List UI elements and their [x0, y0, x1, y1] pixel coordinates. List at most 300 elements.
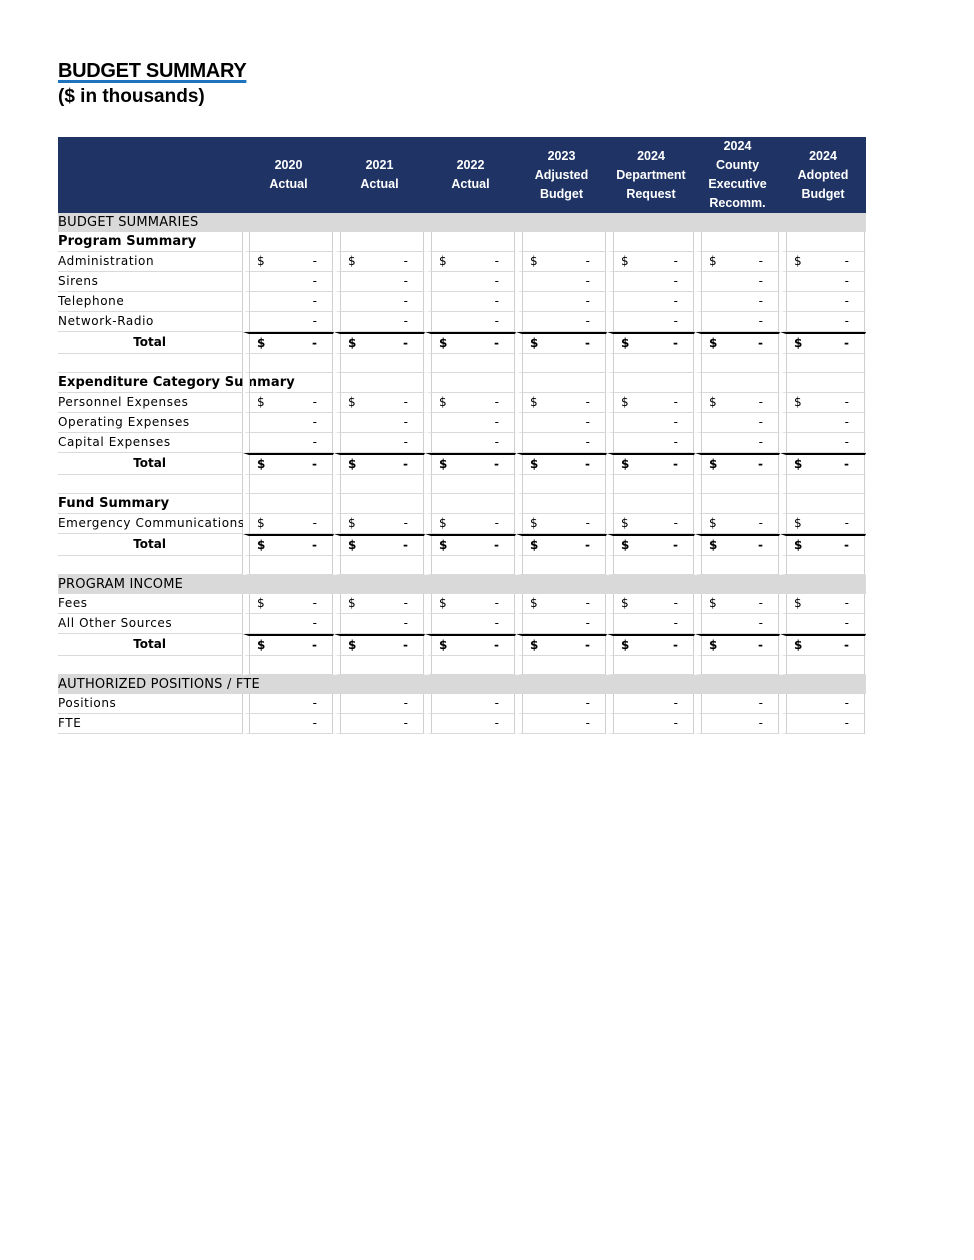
value-cell: [334, 272, 425, 292]
value-cell: [780, 594, 866, 614]
value-cell: [243, 252, 334, 272]
value-cell: [695, 332, 780, 354]
empty-value: -: [844, 274, 849, 288]
empty-value: -: [673, 415, 678, 429]
value-cell: [425, 514, 516, 534]
total-row: [58, 634, 866, 656]
empty-value: -: [312, 696, 317, 710]
value-cell: [243, 292, 334, 312]
value-cell: [243, 656, 334, 675]
table-row: [58, 614, 866, 634]
value-cell: [516, 634, 607, 656]
blank-cell: [58, 556, 243, 575]
value-cell: [334, 694, 425, 714]
value-cell: [695, 292, 780, 312]
value-cell: [425, 614, 516, 634]
empty-value: -: [403, 435, 408, 449]
value-cell: [334, 292, 425, 312]
value-cell: [780, 373, 866, 393]
value-cell: [607, 594, 695, 614]
value-cell: [334, 514, 425, 534]
value-cell: [695, 534, 780, 556]
value-cell: [425, 634, 516, 656]
table-row: [58, 514, 866, 534]
group-row: [58, 232, 866, 252]
blank-row: [58, 475, 866, 494]
value-cell: [695, 614, 780, 634]
row-label-network-radio: Network-Radio: [58, 312, 243, 332]
value-cell: [243, 433, 334, 453]
value-cell: [607, 312, 695, 332]
value-cell: [695, 694, 780, 714]
section-row: [58, 675, 866, 694]
empty-value: -: [312, 294, 317, 308]
value-cell: [780, 272, 866, 292]
blank-row: [58, 656, 866, 675]
value-cell: [243, 332, 334, 354]
currency-symbol: $: [794, 516, 802, 530]
empty-value: -: [585, 274, 590, 288]
empty-value: -: [585, 696, 590, 710]
col-header-2024-department-request: [607, 137, 695, 213]
value-cell: [516, 594, 607, 614]
row-label-operating-expenses: Operating Expenses: [58, 413, 243, 433]
value-cell: [243, 594, 334, 614]
empty-value: -: [403, 415, 408, 429]
value-cell: [425, 393, 516, 413]
empty-value: -: [673, 696, 678, 710]
value-cell: [780, 634, 866, 656]
value-cell: [780, 534, 866, 556]
currency-symbol: $: [621, 457, 630, 471]
currency-symbol: $: [621, 596, 629, 610]
value-cell: [243, 354, 334, 373]
empty-value: -: [403, 294, 408, 308]
value-cell: [780, 232, 866, 252]
currency-symbol: $: [348, 596, 356, 610]
value-cell: [425, 252, 516, 272]
value-cell: [425, 332, 516, 354]
empty-value: -: [494, 336, 499, 350]
value-cell: [780, 614, 866, 634]
value-cell: [243, 232, 334, 252]
value-cell: [243, 312, 334, 332]
value-cell: [607, 413, 695, 433]
empty-value: -: [585, 336, 590, 350]
currency-symbol: $: [709, 254, 717, 268]
value-cell: [334, 594, 425, 614]
empty-value: -: [844, 596, 849, 610]
value-cell: [607, 232, 695, 252]
currency-symbol: $: [530, 254, 538, 268]
empty-value: -: [494, 696, 499, 710]
value-cell: [425, 475, 516, 494]
total-row: [58, 332, 866, 354]
currency-symbol: $: [348, 254, 356, 268]
empty-value: -: [673, 596, 678, 610]
empty-value: -: [312, 336, 317, 350]
empty-value: -: [494, 716, 499, 730]
value-cell: [425, 494, 516, 514]
empty-value: -: [844, 314, 849, 328]
currency-symbol: $: [709, 457, 718, 471]
value-cell: [425, 556, 516, 575]
value-cell: [695, 494, 780, 514]
row-label-positions: Positions: [58, 694, 243, 714]
currency-symbol: $: [348, 516, 356, 530]
col-header-line: Department: [616, 167, 686, 182]
value-cell: [425, 413, 516, 433]
total-row: [58, 453, 866, 475]
value-cell: [516, 514, 607, 534]
value-cell: [243, 393, 334, 413]
row-label-telephone: Telephone: [58, 292, 243, 312]
currency-symbol: $: [621, 336, 630, 350]
currency-symbol: $: [348, 538, 357, 552]
row-label-fte: FTE: [58, 714, 243, 734]
currency-symbol: $: [348, 395, 356, 409]
currency-symbol: $: [439, 457, 448, 471]
value-cell: [425, 272, 516, 292]
empty-value: -: [758, 457, 763, 471]
col-header-2024-adopted-budget: [780, 137, 866, 213]
value-cell: [334, 634, 425, 656]
value-cell: [607, 252, 695, 272]
value-cell: [516, 252, 607, 272]
currency-symbol: $: [439, 538, 448, 552]
empty-value: -: [494, 516, 499, 530]
value-cell: [695, 714, 780, 734]
col-header-2023-adjusted-budget: [516, 137, 607, 213]
value-cell: [695, 252, 780, 272]
value-cell: [780, 475, 866, 494]
empty-value: -: [758, 294, 763, 308]
currency-symbol: $: [709, 516, 717, 530]
empty-value: -: [673, 254, 678, 268]
empty-value: -: [494, 435, 499, 449]
value-cell: [695, 413, 780, 433]
value-cell: [695, 656, 780, 675]
value-cell: [695, 272, 780, 292]
value-cell: [334, 614, 425, 634]
value-cell: [334, 534, 425, 556]
total-row: [58, 534, 866, 556]
empty-value: -: [758, 274, 763, 288]
empty-value: -: [844, 415, 849, 429]
col-header-line: Adjusted: [534, 167, 589, 182]
empty-value: -: [673, 294, 678, 308]
currency-symbol: $: [794, 395, 802, 409]
currency-symbol: $: [439, 395, 447, 409]
empty-value: -: [585, 314, 590, 328]
currency-symbol: $: [257, 638, 266, 652]
col-header-line: County: [715, 158, 760, 172]
empty-value: -: [585, 435, 590, 449]
currency-symbol: $: [621, 538, 630, 552]
empty-value: -: [758, 435, 763, 449]
section-authorized-positions: AUTHORIZED POSITIONS / FTE: [58, 675, 866, 694]
value-cell: [516, 694, 607, 714]
col-header-line: 2023: [547, 148, 576, 163]
value-cell: [695, 514, 780, 534]
empty-value: -: [403, 516, 408, 530]
table-header-row: [58, 137, 866, 213]
value-cell: [780, 252, 866, 272]
empty-value: -: [585, 415, 590, 429]
empty-value: -: [758, 616, 763, 630]
value-cell: [695, 475, 780, 494]
value-cell: [607, 354, 695, 373]
row-label-total-expenditure: Total: [58, 453, 243, 475]
empty-value: -: [585, 254, 590, 268]
value-cell: [425, 453, 516, 475]
value-cell: [780, 433, 866, 453]
value-cell: [607, 292, 695, 312]
currency-symbol: $: [439, 254, 447, 268]
currency-symbol: $: [530, 516, 538, 530]
currency-symbol: $: [439, 638, 448, 652]
blank-cell: [58, 656, 243, 675]
value-cell: [607, 634, 695, 656]
row-label-emergency-communications: Emergency Communications: [58, 514, 243, 534]
empty-value: -: [844, 294, 849, 308]
col-header-line: 2021: [365, 158, 394, 172]
row-label-administration: Administration: [58, 252, 243, 272]
value-cell: [607, 714, 695, 734]
col-header-line: 2024: [637, 148, 665, 163]
value-cell: [425, 232, 516, 252]
empty-value: -: [585, 294, 590, 308]
row-label-personnel-expenses: Personnel Expenses: [58, 393, 243, 413]
value-cell: [516, 272, 607, 292]
empty-value: -: [673, 435, 678, 449]
value-cell: [516, 312, 607, 332]
row-label-sirens: Sirens: [58, 272, 243, 292]
empty-value: -: [844, 516, 849, 530]
empty-value: -: [494, 596, 499, 610]
value-cell: [425, 312, 516, 332]
value-cell: [334, 393, 425, 413]
table-row: [58, 594, 866, 614]
value-cell: [780, 413, 866, 433]
empty-value: -: [494, 457, 499, 471]
value-cell: [607, 556, 695, 575]
empty-value: -: [758, 716, 763, 730]
value-cell: [334, 354, 425, 373]
value-cell: [425, 433, 516, 453]
value-cell: [780, 332, 866, 354]
currency-symbol: $: [621, 395, 629, 409]
section-budget-summaries: BUDGET SUMMARIES: [58, 213, 866, 232]
value-cell: [334, 494, 425, 514]
empty-value: -: [844, 435, 849, 449]
value-cell: [780, 292, 866, 312]
value-cell: [243, 272, 334, 292]
empty-value: -: [585, 395, 590, 409]
empty-value: -: [673, 336, 678, 350]
currency-symbol: $: [621, 516, 629, 530]
value-cell: [425, 534, 516, 556]
col-header-line: Budget: [539, 186, 584, 201]
value-cell: [516, 413, 607, 433]
value-cell: [516, 556, 607, 575]
currency-symbol: $: [794, 254, 802, 268]
empty-value: -: [403, 336, 408, 350]
col-header-line: Adopted: [797, 167, 849, 182]
value-cell: [695, 354, 780, 373]
blank-cell: [58, 354, 243, 373]
empty-value: -: [844, 538, 849, 552]
empty-value: -: [673, 274, 678, 288]
blank-row: [58, 354, 866, 373]
empty-value: -: [758, 314, 763, 328]
empty-value: -: [585, 638, 590, 652]
currency-symbol: $: [794, 638, 803, 652]
empty-value: -: [673, 638, 678, 652]
currency-symbol: $: [439, 516, 447, 530]
currency-symbol: $: [257, 395, 265, 409]
currency-symbol: $: [530, 638, 539, 652]
value-cell: [607, 433, 695, 453]
empty-value: -: [844, 638, 849, 652]
value-cell: [780, 453, 866, 475]
currency-symbol: $: [530, 457, 539, 471]
value-cell: [334, 332, 425, 354]
value-cell: [243, 714, 334, 734]
value-cell: [607, 332, 695, 354]
row-label-total-income: Total: [58, 634, 243, 656]
empty-value: -: [403, 638, 408, 652]
currency-symbol: $: [709, 596, 717, 610]
value-cell: [243, 453, 334, 475]
empty-value: -: [403, 314, 408, 328]
empty-value: -: [844, 716, 849, 730]
value-cell: [695, 433, 780, 453]
value-cell: [780, 656, 866, 675]
empty-value: -: [585, 516, 590, 530]
empty-value: -: [494, 294, 499, 308]
row-label-fees: Fees: [58, 594, 243, 614]
empty-value: -: [758, 538, 763, 552]
value-cell: [607, 494, 695, 514]
empty-value: -: [673, 716, 678, 730]
value-cell: [695, 232, 780, 252]
currency-symbol: $: [794, 457, 803, 471]
value-cell: [334, 232, 425, 252]
empty-value: -: [312, 395, 317, 409]
value-cell: [425, 594, 516, 614]
group-expenditure-category-summary: Expenditure Category Summary: [58, 373, 243, 393]
empty-value: -: [494, 254, 499, 268]
value-cell: [243, 373, 334, 393]
col-header-line: Request: [626, 186, 676, 201]
empty-value: -: [312, 716, 317, 730]
value-cell: [607, 614, 695, 634]
col-header-2024-county-executive-recomm: [695, 137, 780, 213]
currency-symbol: $: [257, 336, 266, 350]
currency-symbol: $: [709, 638, 718, 652]
empty-value: -: [494, 616, 499, 630]
empty-value: -: [673, 616, 678, 630]
empty-value: -: [312, 616, 317, 630]
document-title: BUDGET SUMMARY: [58, 60, 247, 82]
currency-symbol: $: [257, 516, 265, 530]
value-cell: [334, 413, 425, 433]
empty-value: -: [312, 274, 317, 288]
col-header-line: Recomm.: [709, 196, 766, 210]
empty-value: -: [494, 395, 499, 409]
value-cell: [425, 373, 516, 393]
value-cell: [243, 475, 334, 494]
value-cell: [243, 634, 334, 656]
value-cell: [607, 453, 695, 475]
empty-value: -: [844, 336, 849, 350]
empty-value: -: [585, 716, 590, 730]
col-header-line: 2024: [723, 139, 752, 153]
currency-symbol: $: [709, 538, 718, 552]
value-cell: [243, 494, 334, 514]
value-cell: [516, 393, 607, 413]
empty-value: -: [673, 314, 678, 328]
row-label-total-fund: Total: [58, 534, 243, 556]
col-header-line: Actual: [451, 177, 490, 191]
value-cell: [780, 494, 866, 514]
col-header-line: Actual: [269, 177, 308, 191]
empty-value: -: [673, 457, 678, 471]
empty-value: -: [403, 538, 408, 552]
empty-value: -: [673, 538, 678, 552]
empty-value: -: [312, 415, 317, 429]
currency-symbol: $: [257, 254, 265, 268]
value-cell: [334, 656, 425, 675]
value-cell: [334, 373, 425, 393]
value-cell: [516, 475, 607, 494]
value-cell: [334, 556, 425, 575]
section-row: [58, 213, 866, 232]
empty-value: -: [844, 616, 849, 630]
empty-value: -: [494, 415, 499, 429]
currency-symbol: $: [709, 395, 717, 409]
value-cell: [334, 312, 425, 332]
empty-value: -: [585, 457, 590, 471]
currency-symbol: $: [530, 336, 539, 350]
col-header-2020-actual: [243, 137, 334, 213]
value-cell: [780, 312, 866, 332]
empty-value: -: [758, 336, 763, 350]
table-row: [58, 312, 866, 332]
empty-value: -: [403, 254, 408, 268]
currency-symbol: $: [794, 336, 803, 350]
value-cell: [607, 373, 695, 393]
col-header-line: 2020: [274, 158, 303, 172]
currency-symbol: $: [439, 336, 448, 350]
value-cell: [334, 475, 425, 494]
value-cell: [516, 453, 607, 475]
value-cell: [695, 393, 780, 413]
value-cell: [780, 354, 866, 373]
value-cell: [780, 514, 866, 534]
empty-value: -: [403, 457, 408, 471]
currency-symbol: $: [348, 336, 357, 350]
group-program-summary: Program Summary: [58, 232, 243, 252]
currency-symbol: $: [348, 638, 357, 652]
value-cell: [695, 594, 780, 614]
empty-value: -: [585, 596, 590, 610]
col-header-line: 2022: [456, 158, 485, 172]
value-cell: [243, 413, 334, 433]
empty-value: -: [312, 435, 317, 449]
empty-value: -: [403, 696, 408, 710]
